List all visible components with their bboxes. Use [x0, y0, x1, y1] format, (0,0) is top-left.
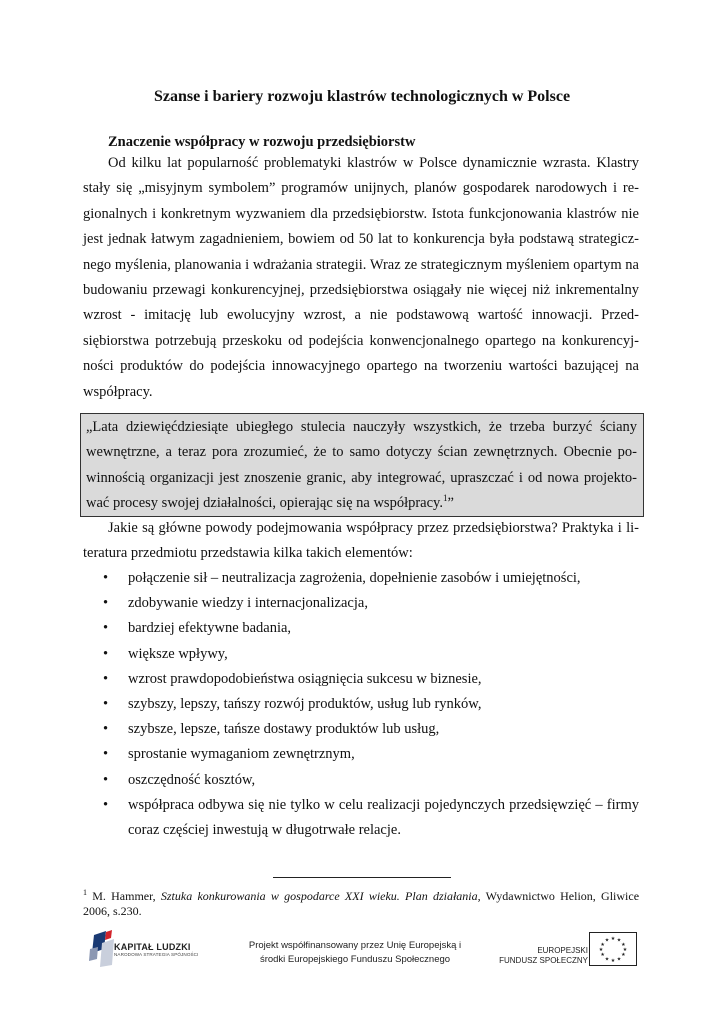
quote-body: „Lata dziewięćdziesiąte ubiegłego stulecia nauczyły wszystkich, że trzeba burzyć ściany wewnętrzne, a teraz pora zrozumieć, że to samo dotyczy ścian zewnętrznych. Obecnie powinnością organizacji jest znoszenie granic, aby integrować, upraszczać i od nowa projektować procesy swojej działalności, opierając się na współpracy. [86, 419, 637, 512]
svg-text:★: ★ [604, 937, 610, 944]
bullet-icon: • [103, 620, 109, 637]
bullet-icon: • [103, 771, 109, 788]
efs-label [488, 946, 588, 966]
list-item [103, 591, 639, 616]
list-item-text: wzrost prawdopodobieństwa osiągnięcia sukcesu w biznesie, [128, 670, 482, 687]
svg-text:★: ★ [598, 947, 604, 953]
list-item [103, 742, 639, 767]
list-item-text: współpraca odbywa się nie tylko w celu realizacji pojedynczych przedsięwzięć – firmy coraz częściej inwestują w długotrwałe relacje. [128, 796, 639, 839]
list-item-text: szybsze, lepsze, tańsze dostawy produktów lub usług, [128, 721, 440, 738]
paragraph-reasons: Jakie są główne powody podejmowania współpracy przez przedsiębiorstwa? Praktyka i literatura przedmiotu przedstawia kilka takich elementów: [83, 520, 639, 562]
footnote-author: M. Hammer, [87, 889, 161, 903]
list-item-text: szybszy, lepszy, tańszy rozwój produktów, usług lub rynków, [128, 696, 482, 713]
list-item [103, 768, 639, 793]
kapital-ludzki-name: KAPITAŁ LUDZKI [114, 942, 191, 952]
bullet-icon: • [103, 670, 109, 687]
project-cofinancing-note [220, 939, 490, 967]
svg-text:★: ★ [621, 952, 626, 958]
bullet-icon: • [103, 570, 109, 586]
list-item [103, 667, 639, 692]
document-title: Szanse i bariery rozwoju klastrów technologicznych w Polsce [153, 88, 571, 105]
list-item [103, 642, 639, 667]
reasons-list [103, 566, 639, 843]
list-item [103, 616, 639, 641]
kapital-ludzki-subtitle: NARODOWA STRATEGIA SPÓJNOŚCI [114, 952, 199, 957]
svg-text:★: ★ [616, 937, 622, 944]
svg-text:★: ★ [610, 958, 616, 964]
list-item [103, 793, 639, 843]
eu-flag-icon [589, 932, 637, 966]
quote-close-mark: ” [447, 495, 454, 512]
paragraph-intro: Od kilku lat popularność problematyki klastrów w Polsce dynamicznie wzrasta. Klastry stały się „misyjnym symbolem” programów unijnych, planów gospodarek narodowych i regionalnych i konkretnym wyzwaniem dla przedsiębiorstw. Istota funkcjonowania klastrów nie jest jednak łatwym zagadnieniem, bowiem od 50 lat to konkurencja była podstawą strategicznego myślenia, planowania i wdrażania strategii. Wraz ze strategicznym myśleniem opartym na budowaniu przewagi konkurencyjnej, przedsiębiorstwa osiągały nie więcej niż inkrementalny wzrost - imitację lub ewolucyjny wzrost, a nie podstawową wartość innowacji. Przedsiębiorstwa potrzebują przeskoku od podejścia konwencjonalnego opartego na konkurencyjności produktów do podejścia innowacyjnego opartego na tworzeniu wartości bazującej na współpracy. [83, 155, 639, 400]
bullet-icon: • [103, 645, 109, 662]
svg-text:★: ★ [600, 952, 605, 958]
list-item-text: bardziej efektywne badania, [128, 620, 292, 637]
project-line-2: środki Europejskiego Funduszu Społecznego [259, 954, 451, 965]
list-item-text: zdobywanie wiedzy i internacjonalizacja, [128, 595, 368, 612]
list-item-text: połączenie sił – neutralizacja zagrożenia, dopełnienie zasobów i umiejętności, [128, 570, 581, 586]
list-item [103, 692, 639, 717]
project-line-1: Projekt współfinansowany przez Unię Europejską i [248, 940, 462, 951]
footnote-publisher: Wydawnictwo Helion, Gliwice 2006, s.230. [83, 889, 640, 918]
bullet-icon: • [103, 696, 109, 713]
efs-line-2: FUNDUSZ SPOŁECZNY [499, 956, 588, 965]
bullet-icon: • [103, 721, 109, 738]
list-item-text: większe wpływy, [128, 645, 228, 662]
svg-text:★: ★ [622, 947, 628, 953]
page-footer [0, 925, 724, 975]
bullet-icon: • [103, 595, 109, 612]
list-item [103, 566, 639, 591]
kapital-ludzki-text [114, 942, 198, 957]
quote-box [80, 413, 644, 517]
quote-text [86, 415, 637, 517]
list-item-text: sprostanie wymaganiom zewnętrznym, [128, 746, 355, 763]
footnote-book-title: Sztuka konkurowania w gospodarce XXI wieku. Plan działania, [160, 889, 481, 903]
bullet-icon: • [103, 746, 109, 763]
footnote-reference[interactable]: 1 [443, 493, 448, 504]
footnote-divider [273, 877, 451, 878]
list-item [103, 717, 639, 742]
svg-text:★: ★ [600, 942, 605, 948]
svg-text:★: ★ [604, 956, 610, 963]
svg-text:★: ★ [616, 956, 622, 963]
list-item-text: oszczędność kosztów, [128, 771, 256, 788]
svg-text:★: ★ [621, 942, 626, 948]
bullet-icon: • [103, 796, 109, 813]
footnote [83, 885, 639, 919]
efs-line-1: EUROPEJSKI [537, 946, 588, 955]
footnote-number: 1 [83, 888, 87, 897]
section-title: Znaczenie współpracy w rozwoju przedsiębiorstw [108, 134, 416, 150]
svg-text:★: ★ [610, 936, 616, 942]
